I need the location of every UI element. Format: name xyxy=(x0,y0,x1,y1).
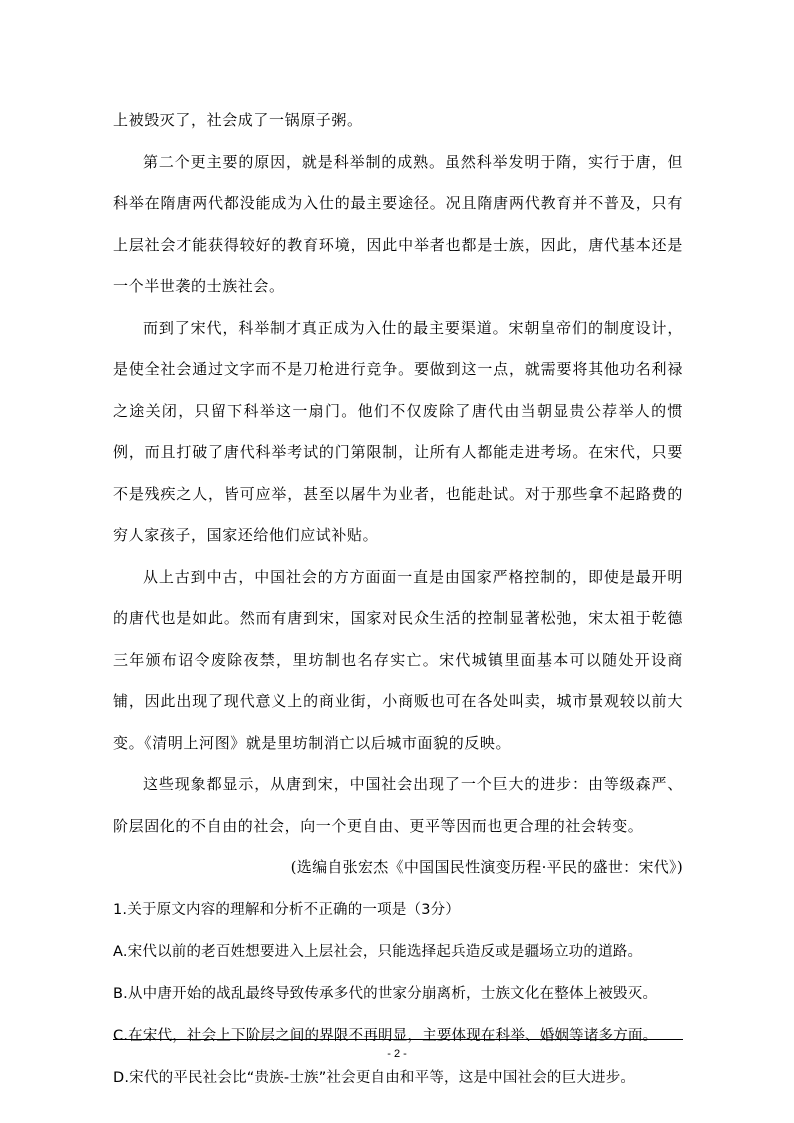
page-number: - 2 - xyxy=(387,1048,407,1060)
option-a: A.宋代以前的老百姓想要进入上层社会，只能选择起兵造反或是疆场立功的道路。 xyxy=(113,943,643,960)
option-c: C.在宋代，社会上下阶层之间的界限不再明显，主要体现在科举、婚姻等诸多方面。 xyxy=(113,1027,658,1044)
paragraph-3: 而到了宋代，科举制才真正成为入仕的最主要渠道。宋朝皇帝们的制度设计，是使全社会通过文字而不是刀枪进行竞争。要做到这一点，就需要将其他功名利禄之途关闭，只留下科举这一扇门。他们不仅废除了唐代由当朝显贵公荐举人的惯例，而且打破了唐代科举考试的门第限制，让所有人都能走进考场。在宋代，只要不是残疾之人，皆可应举，甚至以屠牛为业者，也能赴试。对于那些拿不起路费的穷人家孩子，国家还给他们应试补贴。 xyxy=(113,318,683,544)
paragraph-2: 第二个更主要的原因，就是科举制的成熟。虽然科举发明于隋，实行于唐，但科举在隋唐两代都没能成为入仕的最主要途径。况且隋唐两代教育并不普及，只有上层社会才能获得较好的教育环境，因此中举者也都是士族，因此，唐代基本还是一个半世袭的士族社会。 xyxy=(113,152,683,295)
footer-divider xyxy=(113,1039,683,1040)
source-citation: (选编自张宏杰《中国国民性演变历程·平民的盛世：宋代》) xyxy=(290,858,683,876)
document-body xyxy=(113,100,683,1099)
option-d: D.宋代的平民社会比“贵族-士族”社会更自由和平等，这是中国社会的巨大进步。 xyxy=(113,1069,636,1086)
option-b: B.从中唐开始的战乱最终导致传承多代的世家分崩离析，士族文化在整体上被毁灭。 xyxy=(113,985,658,1002)
paragraph-4: 从上古到中古，中国社会的方方面面一直是由国家严格控制的，即使是最开明的唐代也是如此。然而有唐到宋，国家对民众生活的控制显著松弛，宋太祖于乾德三年颁布诏令废除夜禁，里坊制也名存实亡。宋代城镇里面基本可以随处开设商铺，因此出现了现代意义上的商业街，小商贩也可在各处叫卖，城市景观较以前大变。《清明上河图》就是里坊制消亡以后城市面貌的反映。 xyxy=(113,567,683,752)
question-stem: 1.关于原文内容的理解和分析不正确的一项是（3分） xyxy=(113,901,461,918)
paragraph-1: 上被毁灭了，社会成了一锅原子粥。 xyxy=(113,111,363,129)
paragraph-5: 这些现象都显示，从唐到宋，中国社会出现了一个巨大的进步：由等级森严、阶层固化的不自由的社会，向一个更自由、更平等因而也更合理的社会转变。 xyxy=(113,775,683,835)
